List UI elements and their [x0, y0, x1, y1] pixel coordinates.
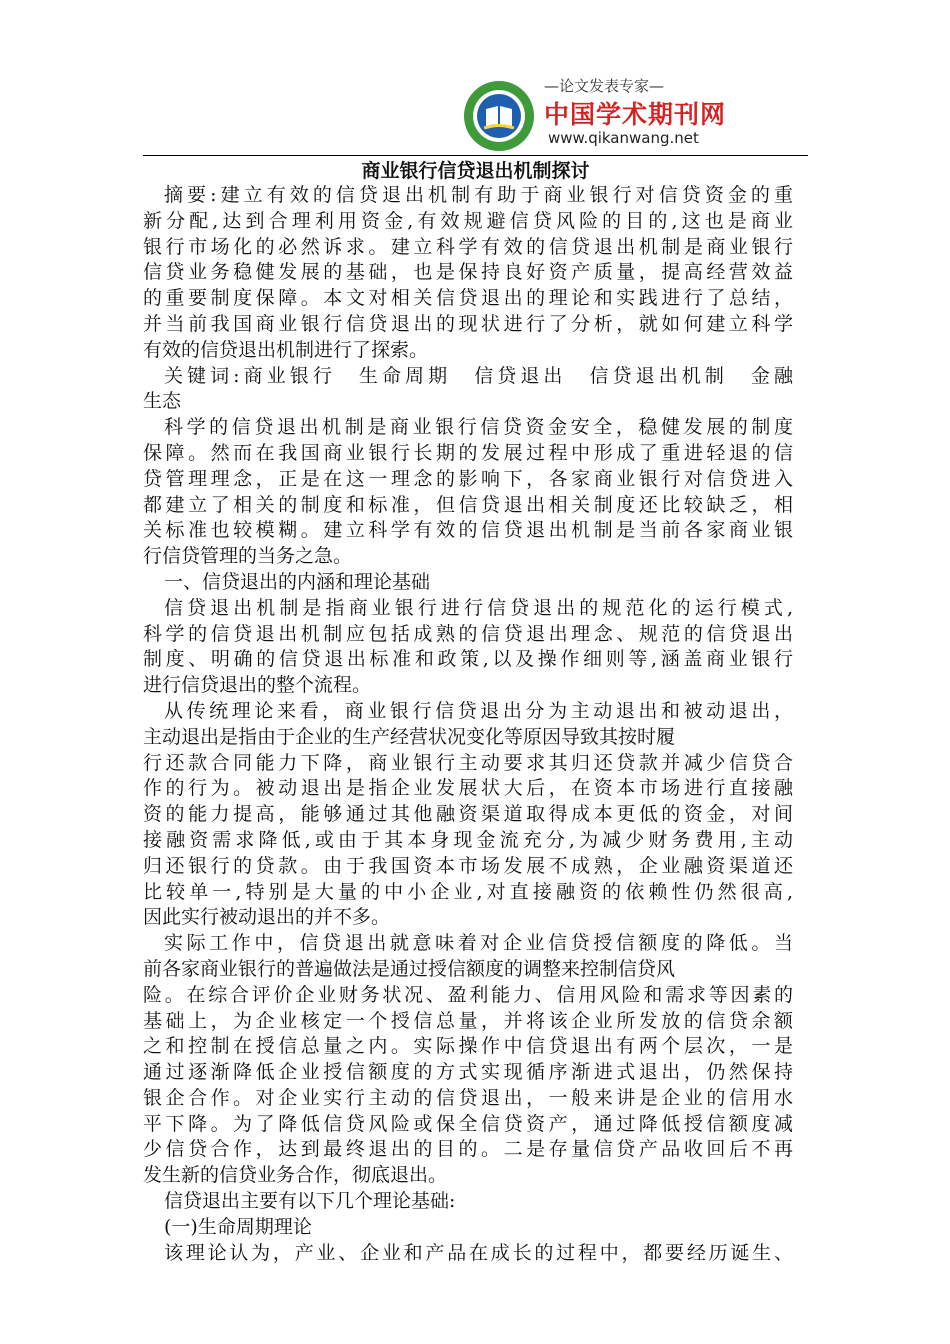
text-line: 制度、明确的信贷退出标准和政策,以及操作细则等,涵盖商业银行 — [143, 648, 793, 671]
text-line: 保障。然而在我国商业银行长期的发展过程中形成了重进轻退的信 — [143, 441, 793, 464]
text-line: 银行市场化的必然诉求。建立科学有效的信贷退出机制是商业银行 — [143, 235, 793, 258]
logo-url: www.qikanwang.net — [548, 129, 699, 147]
text-line: 从传统理论来看，商业银行信贷退出分为主动退出和被动退出， — [164, 699, 793, 722]
text-line: 一、信贷退出的内涵和理论基础 — [164, 570, 431, 593]
text-line: 资的能力提高，能够通过其他融资渠道取得成本更低的资金，对间 — [143, 803, 793, 826]
logo-tagline: —论文发表专家— — [544, 77, 665, 95]
text-line: 银企合作。对企业实行主动的信贷退出，一般来讲是企业的信用水 — [143, 1086, 793, 1109]
text-line: 都建立了相关的制度和标准，但信贷退出相关制度还比较缺乏，相 — [143, 493, 793, 516]
text-line: 接融资需求降低,或由于其本身现金流充分,为减少财务费用,主动 — [143, 828, 793, 851]
text-line: 实际工作中，信贷退出就意味着对企业信贷授信额度的降低。当 — [164, 932, 793, 955]
text-line: 关键词:商业银行 生命周期 信贷退出 信贷退出机制 金融 — [164, 364, 793, 387]
text-line: 信贷退出主要有以下几个理论基础: — [164, 1190, 456, 1213]
text-line: 归还银行的贷款。由于我国资本市场发展不成熟，企业融资渠道还 — [143, 854, 793, 877]
text-line: 信贷退出机制是指商业银行进行信贷退出的规范化的运行模式, — [164, 596, 793, 619]
text-line: 因此实行被动退出的并不多。 — [143, 906, 391, 929]
text-line: 行信贷管理的当务之急。 — [143, 545, 353, 568]
text-line: 摘要:建立有效的信贷退出机制有助于商业银行对信贷资金的重 — [164, 184, 793, 206]
text-line: 险。在综合评价企业财务状况、盈利能力、信用风险和需求等因素的 — [143, 983, 793, 1006]
text-line: 信贷业务稳健发展的基础，也是保持良好资产质量，提高经营效益 — [143, 261, 793, 284]
text-line: 生态 — [143, 390, 182, 413]
text-line: 发生新的信贷业务合作，彻底退出。 — [143, 1164, 448, 1187]
page-header — [0, 0, 950, 158]
document-body — [143, 183, 793, 1266]
document-title: 商业银行信贷退出机制探讨 — [361, 160, 590, 182]
text-line: 科学的信贷退出机制应包括成熟的信贷退出理念、规范的信贷退出 — [143, 622, 793, 645]
text-line: 前各家商业银行的普遍做法是通过授信额度的调整来控制信贷风 — [143, 957, 676, 980]
text-line: 并当前我国商业银行信贷退出的现状进行了分析，就如何建立科学 — [143, 312, 793, 335]
text-line: 该理论认为，产业、企业和产品在成长的过程中，都要经历诞生、 — [164, 1241, 793, 1264]
text-line: 新分配,达到合理利用资金,有效规避信贷风险的目的,这也是商业 — [143, 209, 793, 232]
text-line: 通过逐渐降低企业授信额度的方式实现循序渐进式退出，仍然保持 — [143, 1061, 793, 1084]
journal-logo — [458, 75, 727, 153]
journal-seal-icon — [462, 79, 536, 153]
text-line: 基础上，为企业核定一个授信总量，并将该企业所发放的信贷余额 — [143, 1009, 793, 1032]
text-line: 贷管理理念，正是在这一理念的影响下，各家商业银行对信贷进入 — [143, 467, 793, 490]
text-line: 的重要制度保障。本文对相关信贷退出的理论和实践进行了总结， — [143, 287, 793, 310]
text-line: 比较单一,特别是大量的中小企业,对直接融资的依赖性仍然很高, — [143, 880, 793, 903]
logo-name: 中国学术期刊网 — [544, 100, 727, 129]
text-line: 科学的信贷退出机制是商业银行信贷资金安全，稳健发展的制度 — [164, 416, 793, 439]
text-line: 有效的信贷退出机制进行了探索。 — [143, 338, 429, 361]
text-line: 关标准也较模糊。建立科学有效的信贷退出机制是当前各家商业银 — [143, 519, 793, 542]
text-line: 主动退出是指由于企业的生产经营状况变化等原因导致其按时履 — [143, 725, 676, 748]
text-line: 少信贷合作，达到最终退出的目的。二是存量信贷产品收回后不再 — [143, 1138, 793, 1161]
text-line: 之和控制在授信总量之内。实际操作中信贷退出有两个层次，一是 — [143, 1035, 793, 1058]
text-line: (一)生命周期理论 — [164, 1215, 312, 1238]
text-line: 进行信贷退出的整个流程。 — [143, 674, 372, 697]
header-rule — [143, 155, 808, 156]
text-line: 作的行为。被动退出是指企业发展状大后，在资本市场进行直接融 — [143, 777, 793, 800]
text-line: 行还款合同能力下降，商业银行主动要求其归还贷款并减少信贷合 — [143, 751, 793, 774]
text-line: 平下降。为了降低信贷风险或保全信贷资产，通过降低授信额度减 — [143, 1112, 793, 1135]
